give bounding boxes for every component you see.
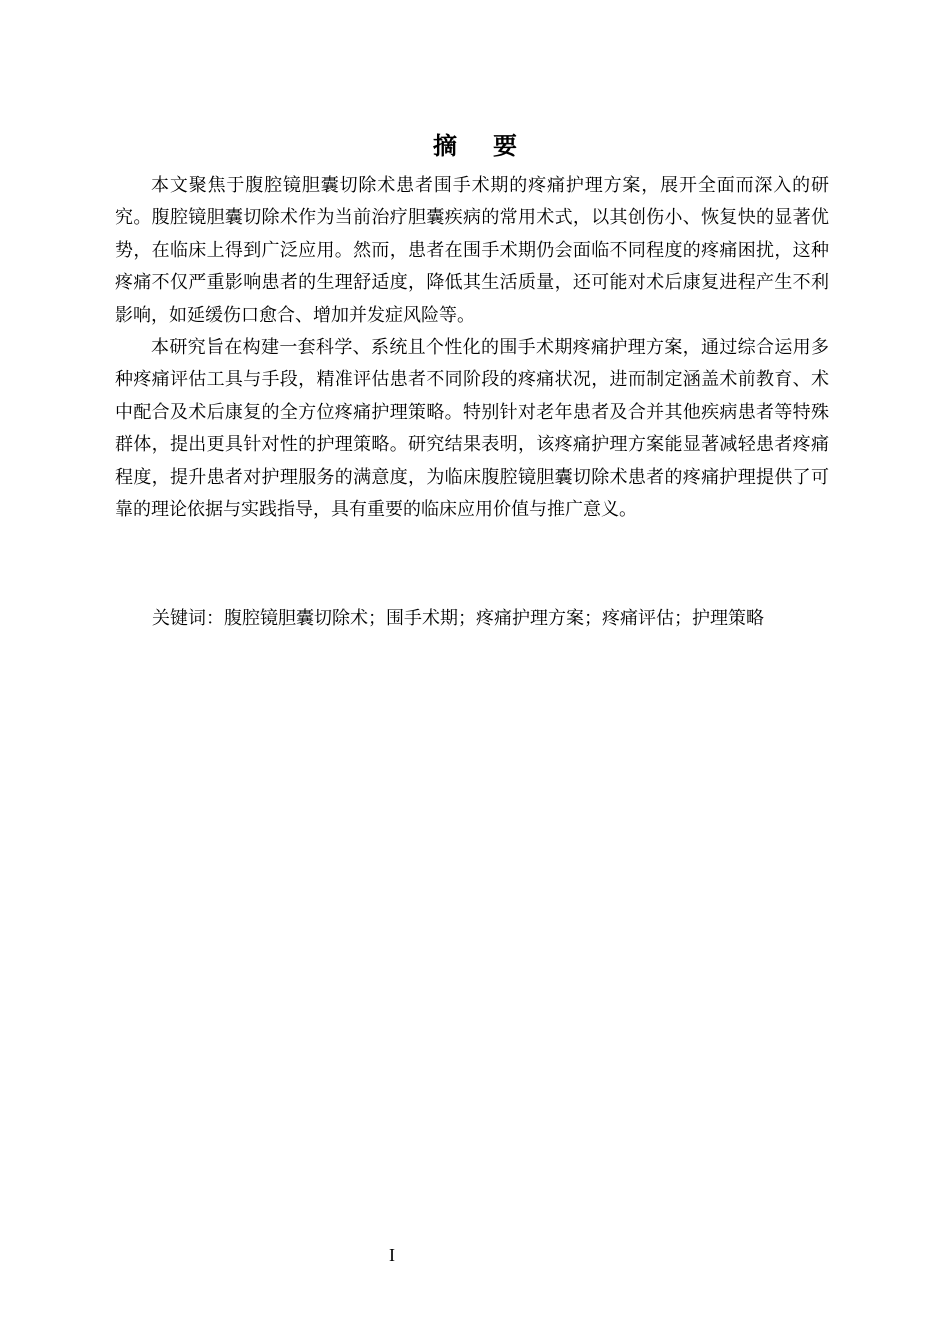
- abstract-paragraph-2: 本研究旨在构建一套科学、系统且个性化的围手术期疼痛护理方案，通过综合运用多种疼痛评估工具与手段，精准评估患者不同阶段的疼痛状况，进而制定涵盖术前教育、术中配合及术后康复的全方位疼痛护理策略。特别针对老年患者及合并其他疾病患者等特殊群体，提出更具针对性的护理策略。研究结果表明，该疼痛护理方案能显著减轻患者疼痛程度，提升患者对护理服务的满意度，为临床腹腔镜胆囊切除术患者的疼痛护理提供了可靠的理论依据与实践指导，具有重要的临床应用价值与推广意义。: [115, 337, 829, 521]
- abstract-body: [115, 170, 829, 526]
- abstract-title: 摘要: [433, 132, 553, 160]
- keywords-label: 关键词：: [152, 608, 224, 629]
- abstract-paragraph-1: 本文聚焦于腹腔镜胆囊切除术患者围手术期的疼痛护理方案，展开全面而深入的研究。腹腔镜胆囊切除术作为当前治疗胆囊疾病的常用术式，以其创伤小、恢复快的显著优势，在临床上得到广泛应用。然而，患者在围手术期仍会面临不同程度的疼痛困扰，这种疼痛不仅严重影响患者的生理舒适度，降低其生活质量，还可能对术后康复进程产生不利影响，如延缓伤口愈合、增加并发症风险等。: [115, 175, 829, 326]
- keywords-list: 腹腔镜胆囊切除术；围手术期；疼痛护理方案；疼痛评估；护理策略: [224, 608, 764, 629]
- keywords-line: [152, 604, 842, 634]
- page-number: I: [389, 1245, 395, 1265]
